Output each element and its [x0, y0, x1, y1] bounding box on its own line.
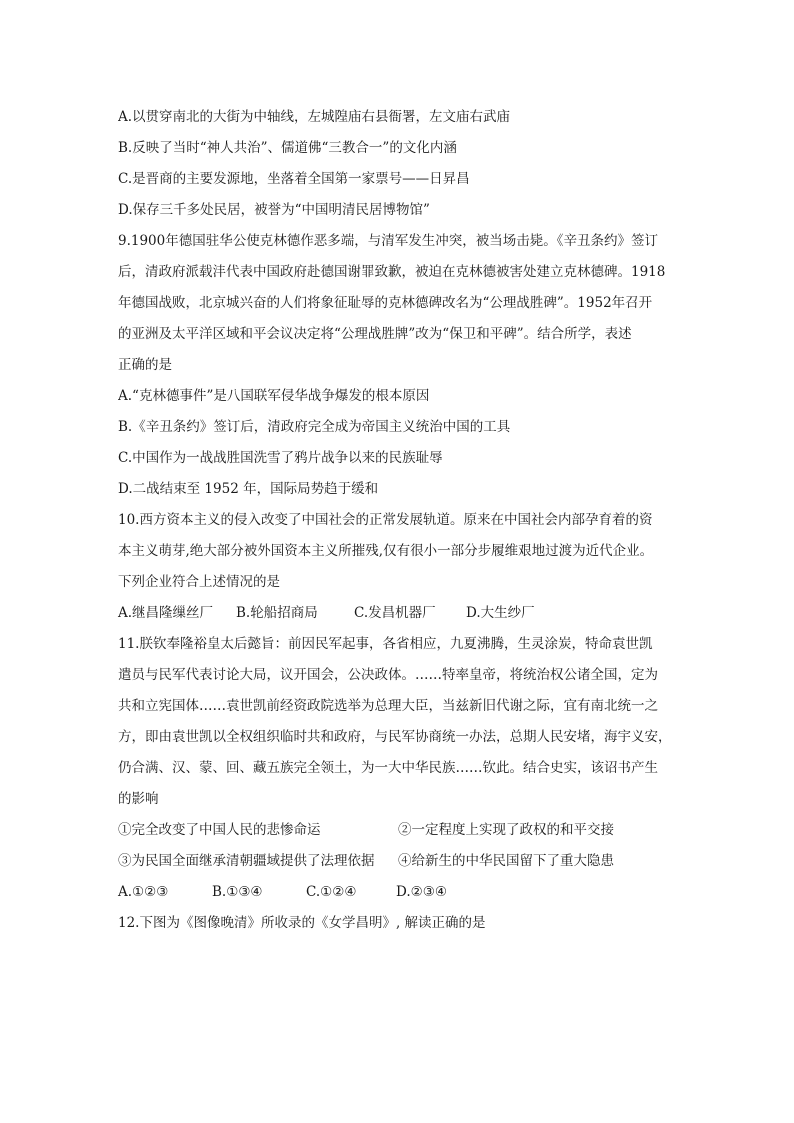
q8-option-c: C.是晋商的主要发源地，坐落着全国第一家票号——日昇昌 [118, 171, 470, 187]
q11-statement-1: ①完全改变了中国人民的悲惨命运 [118, 822, 321, 838]
q11-option-c: C.①②④ [306, 884, 357, 900]
q9-option-b: B.《辛丑条约》签订后，清政府完全成为帝国主义统治中国的工具 [118, 419, 511, 435]
q8-option-a: A.以贯穿南北的大街为中轴线，左城隍庙右县衙署，左文庙右武庙 [118, 109, 511, 125]
q11-stem-line: 的影响 [118, 791, 159, 807]
q11-stem-line: 方，即由袁世凯以全权组织临时共和政府，与民军协商统一办法，总期人民安堵，海宇义安， [118, 729, 672, 745]
q11-stem-line: 遣员与民军代表讨论大局，议开国会，公决政体。……特率皇帝，将统治权公诸全国，定为 [118, 667, 658, 683]
q11-options [118, 877, 678, 908]
q11-statement-4: ④给新生的中华民国留下了重大隐患 [398, 853, 614, 869]
q11-statement-row [118, 846, 678, 877]
q11-stem-line: 仍合满、汉、蒙、回、藏五族完全领土，为一大中华民族……钦此。结合史实，该诏书产生 [118, 760, 658, 776]
question-content [118, 102, 678, 939]
q9-stem-line: 正确的是 [118, 357, 172, 373]
q10-option-c: C.发昌机器厂 [354, 605, 436, 621]
q11-statement-3: ③为民国全面继承清朝疆域提供了法理依据 [118, 853, 375, 869]
q9-stem-line: 9.1900年德国驻华公使克林德作恶多端，与清军发生冲突，被当场击毙。《辛丑条约》签订 [118, 233, 658, 249]
q10-stem-line: 本主义萌芽,绝大部分被外国资本主义所摧残,仅有很小一部分步履维艰地过渡为近代企业。 [118, 543, 654, 559]
q10-option-b: B.轮船招商局 [236, 605, 318, 621]
q9-stem-line: 后，清政府派载沣代表中国政府赴德国谢罪致歉，被迫在克林德被害处建立克林德碑。1918 [118, 264, 666, 280]
q11-statement-row [118, 815, 678, 846]
q11-stem-line: 共和立宪国体……袁世凯前经资政院选举为总理大臣，当兹新旧代谢之际，宜有南北统一之 [118, 698, 658, 714]
q9-stem-line: 的亚洲及太平洋区域和平会议决定将“公理战胜牌”改为“保卫和平碑”。结合所学，表述 [118, 326, 632, 342]
q12-stem: 12.下图为《图像晚清》所收录的《女学昌明》, 解读正确的是 [118, 915, 486, 931]
q10-stem-line: 10.西方资本主义的侵入改变了中国社会的正常发展轨道。原来在中国社会内部孕育着的资 [118, 512, 653, 528]
q10-option-a: A.继昌隆缫丝厂 [118, 605, 214, 621]
q8-option-b: B.反映了当时“神人共治”、儒道佛“三教合一”的文化内涵 [118, 140, 457, 156]
q8-option-d: D.保存三千多处民居，被誉为“中国明清民居博物馆” [118, 202, 430, 218]
q11-option-b: B.①③④ [212, 884, 263, 900]
q9-option-a: A.“克林德事件”是八国联军侵华战争爆发的根本原因 [118, 388, 430, 404]
q11-option-d: D.②③④ [396, 884, 447, 900]
q10-stem-line: 下列企业符合上述情况的是 [118, 574, 280, 590]
q10-option-d: D.大生纱厂 [466, 605, 535, 621]
q9-stem-line: 年德国战败，北京城兴奋的人们将象征耻辱的克林德碑改名为“公理战胜碑”。1952年召开 [118, 295, 653, 311]
q9-option-d: D.二战结束至 1952 年，国际局势趋于缓和 [118, 481, 379, 497]
q9-option-c: C.中国作为一战战胜国洗雪了鸦片战争以来的民族耻辱 [118, 450, 443, 466]
q10-options [118, 598, 678, 629]
q11-stem-line: 11.朕钦奉隆裕皇太后懿旨：前因民军起事，各省相应，九夏沸腾，生灵涂炭，特命袁世凯 [118, 636, 653, 652]
q11-statement-2: ②一定程度上实现了政权的和平交接 [398, 822, 614, 838]
q11-option-a: A.①②③ [118, 884, 169, 900]
